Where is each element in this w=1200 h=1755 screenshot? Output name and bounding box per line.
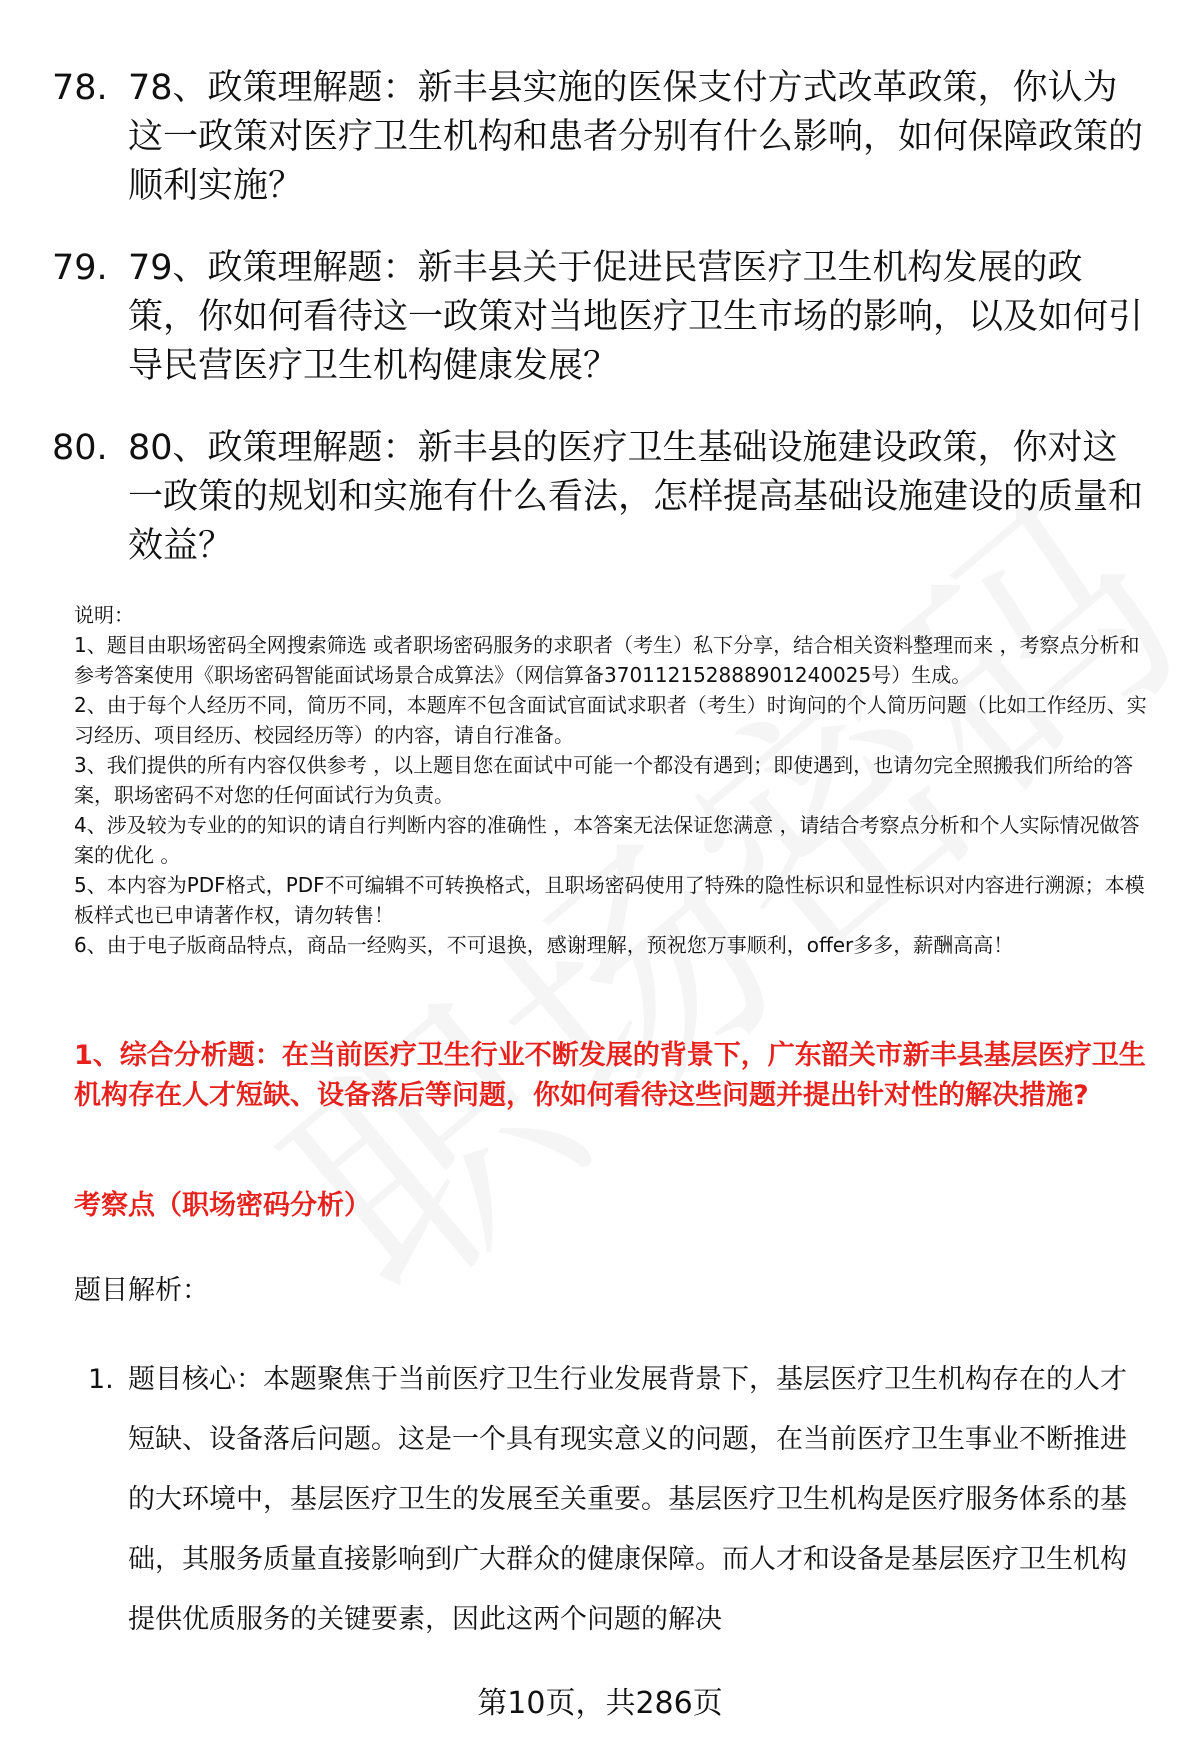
section-title: 1、综合分析题：在当前医疗卫生行业不断发展的背景下，广东韶关市新丰县基层医疗卫生机构存在人才短缺、设备落后等问题，你如何看待这些问题并提出针对性的解决措施? [74, 1040, 1146, 1111]
exam-point-heading: 考察点（职场密码分析） [74, 1190, 371, 1221]
notes-title: 说明： [74, 603, 134, 627]
analysis-label: 题目解析： [74, 1275, 209, 1306]
question-text: 80、政策理解题：新丰县的医疗卫生基础设施建设政策，你对这一政策的规划和实施有什么看法，怎样提高基础设施建设的质量和效益？ [128, 428, 1144, 566]
note-item: 2、由于每个人经历不同，简历不同，本题库不包含面试官面试求职者（考生）时询问的个人简历问题（比如工作经历、实习经历、项目经历、校园经历等）的内容，请自行准备。 [74, 693, 1147, 747]
notes-section [74, 600, 1154, 960]
note-item: 3、我们提供的所有内容仅供参考 ，以上题目您在面试中可能一个都没有遇到；即使遇到，也请勿完全照搬我们所给的答案，职场密码不对您的任何面试行为负责。 [74, 753, 1134, 807]
note-item: 1、题目由职场密码全网搜索筛选 或者职场密码服务的求职者（考生）私下分享，结合相关资料整理而来 ，考察点分析和参考答案使用《职场密码智能面试场景合成算法》（网信算备370112152888901240025号）生成。 [74, 633, 1140, 687]
note-item: 6、由于电子版商品特点，商品一经购买，不可退换，感谢理解，预祝您万事顺利，offer多多，薪酬高高！ [74, 933, 1014, 957]
question-number: 79. [52, 248, 108, 288]
question-text: 78、政策理解题：新丰县实施的医保支付方式改革政策，你认为这一政策对医疗卫生机构和患者分别有什么影响，如何保障政策的顺利实施？ [128, 68, 1144, 206]
page-footer: 第10页，共286页 [477, 1686, 723, 1721]
question-number: 78. [52, 68, 108, 108]
question-number: 80. [52, 428, 108, 468]
item-text: 题目核心：本题聚焦于当前医疗卫生行业发展背景下，基层医疗卫生机构存在的人才短缺、设备落后问题。这是一个具有现实意义的问题，在当前医疗卫生事业不断推进的大环境中，基层医疗卫生的发展至关重要。基层医疗卫生机构是医疗服务体系的基础，其服务质量直接影响到广大群众的健康保障。而人才和设备是基层医疗卫生机构提供优质服务的关键要素，因此这两个问题的解决 [128, 1364, 1127, 1635]
question-text: 79、政策理解题：新丰县关于促进民营医疗卫生机构发展的政策，你如何看待这一政策对当地医疗卫生市场的影响，以及如何引导民营医疗卫生机构健康发展？ [128, 248, 1144, 386]
note-item: 4、涉及较为专业的的知识的请自行判断内容的准确性 ，本答案无法保证您满意 ，请结合考察点分析和个人实际情况做答案的优化 。 [74, 813, 1140, 867]
item-number: 1. [88, 1364, 114, 1395]
note-item: 5、本内容为PDF格式，PDF不可编辑不可转换格式，且职场密码使用了特殊的隐性标识和显性标识对内容进行溯源；本模板样式也已申请著作权，请勿转售！ [74, 873, 1145, 927]
